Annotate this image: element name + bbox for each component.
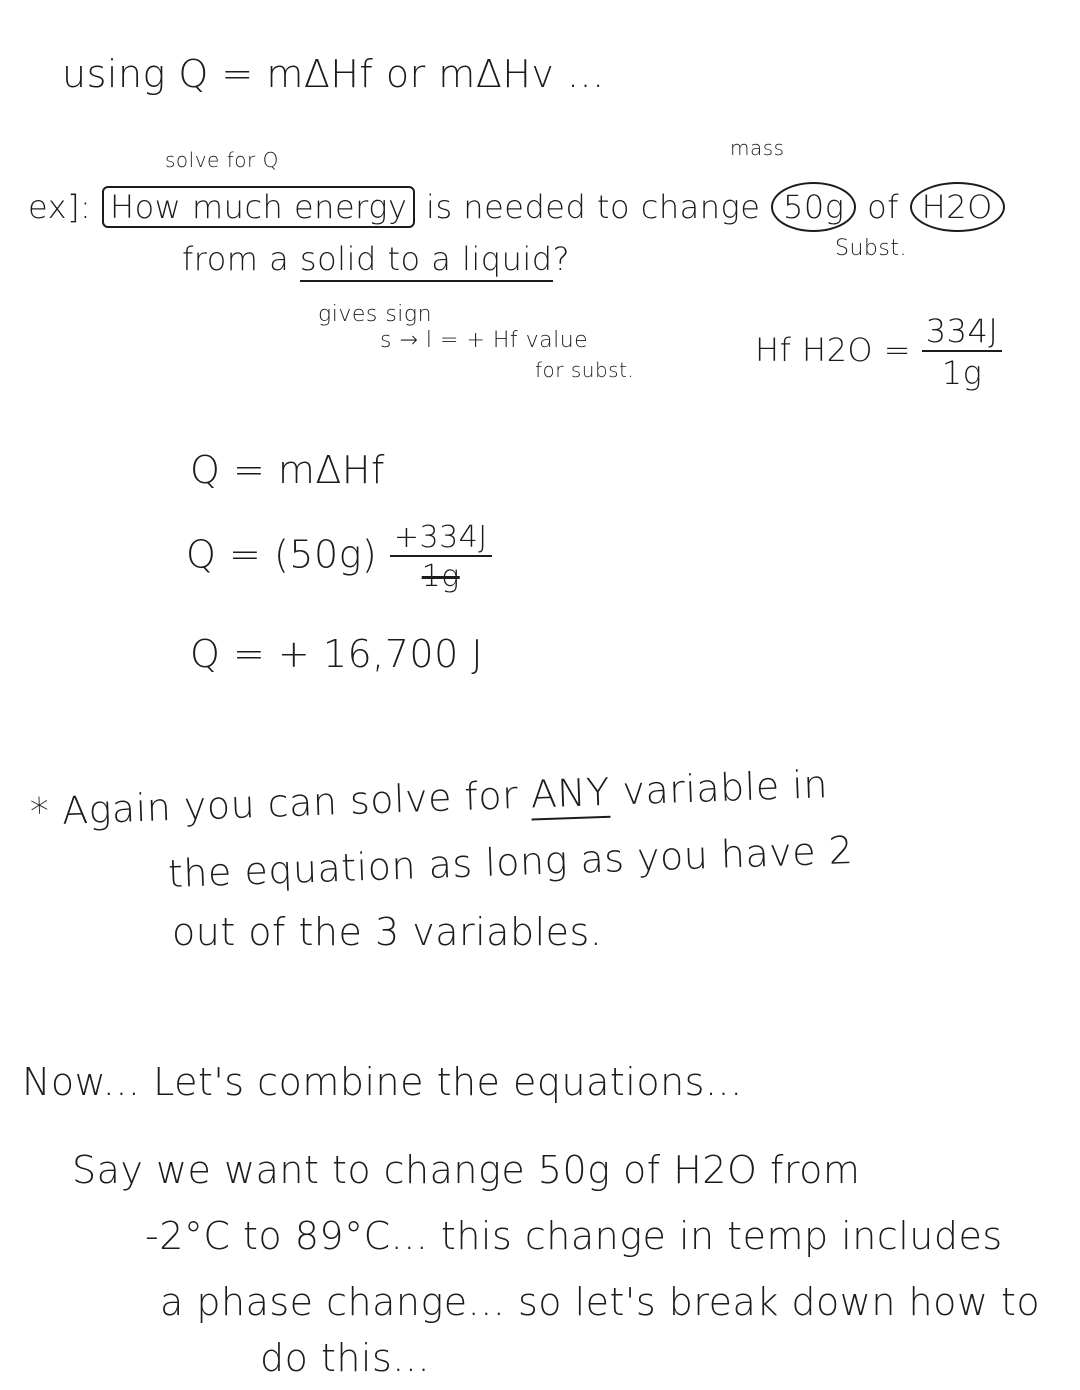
work-line2-mass: (50g)	[273, 532, 378, 577]
hf-label: Hf H2O =	[755, 331, 912, 369]
circled-substance: H2O	[910, 182, 1005, 232]
question-middle: is needed to change	[426, 188, 761, 226]
note-line1	[29, 762, 828, 834]
example-question-line1	[28, 182, 1005, 232]
hf-fraction	[922, 312, 1003, 392]
note-line3: out of the 3 variables.	[172, 910, 603, 954]
annotation-gives-sign: gives sign	[318, 302, 433, 327]
hf-value	[755, 312, 1002, 392]
hf-numerator: 334J	[922, 312, 1003, 352]
combine-title: Now... Let's combine the equations...	[22, 1060, 743, 1104]
question-mark: ?	[552, 240, 571, 278]
boxed-phrase: How much energy	[102, 186, 415, 228]
note-star: *	[29, 789, 51, 834]
combine-line4: do this...	[260, 1336, 431, 1380]
work-line2	[186, 520, 492, 594]
note-line1-a: Again you can solve for	[61, 772, 519, 833]
hf-denominator: 1g	[941, 354, 983, 392]
annotation-mass: mass	[730, 136, 785, 160]
underlined-phase-change: solid to a liquid	[300, 240, 553, 282]
work-line3-result: Q = + 16,700 J	[190, 632, 484, 676]
heading-equation: using Q = mΔHf or mΔHv ...	[62, 52, 605, 96]
work-line2-denominator: 1g	[421, 559, 460, 594]
work-line2-fraction	[390, 520, 492, 594]
note-line1-b: variable in	[621, 762, 829, 814]
work-line1: Q = mΔHf	[190, 448, 385, 492]
circled-mass: 50g	[771, 182, 856, 232]
question-of: of	[867, 188, 899, 226]
combine-line3: a phase change... so let's break down how to	[160, 1280, 1041, 1324]
question-line2-prefix: from a	[182, 240, 290, 278]
example-label: ex]:	[28, 188, 92, 226]
sign-rule: s → l = + Hf value	[380, 328, 589, 353]
annotation-solve-for-q: solve for Q	[165, 148, 279, 172]
work-line2-prefix: Q =	[186, 532, 262, 577]
note-line2: the equation as long as you have 2	[167, 828, 855, 896]
combine-line2: -2°C to 89°C... this change in temp includes	[145, 1214, 1003, 1258]
combine-line1: Say we want to change 50g of H2O from	[72, 1148, 861, 1192]
work-line2-numerator: +334J	[390, 520, 492, 557]
annotation-subst: Subst.	[835, 236, 907, 261]
example-question-line2	[182, 240, 570, 278]
note-emphasis-any: ANY	[530, 770, 611, 821]
sign-rule-sub: for subst.	[535, 358, 635, 382]
